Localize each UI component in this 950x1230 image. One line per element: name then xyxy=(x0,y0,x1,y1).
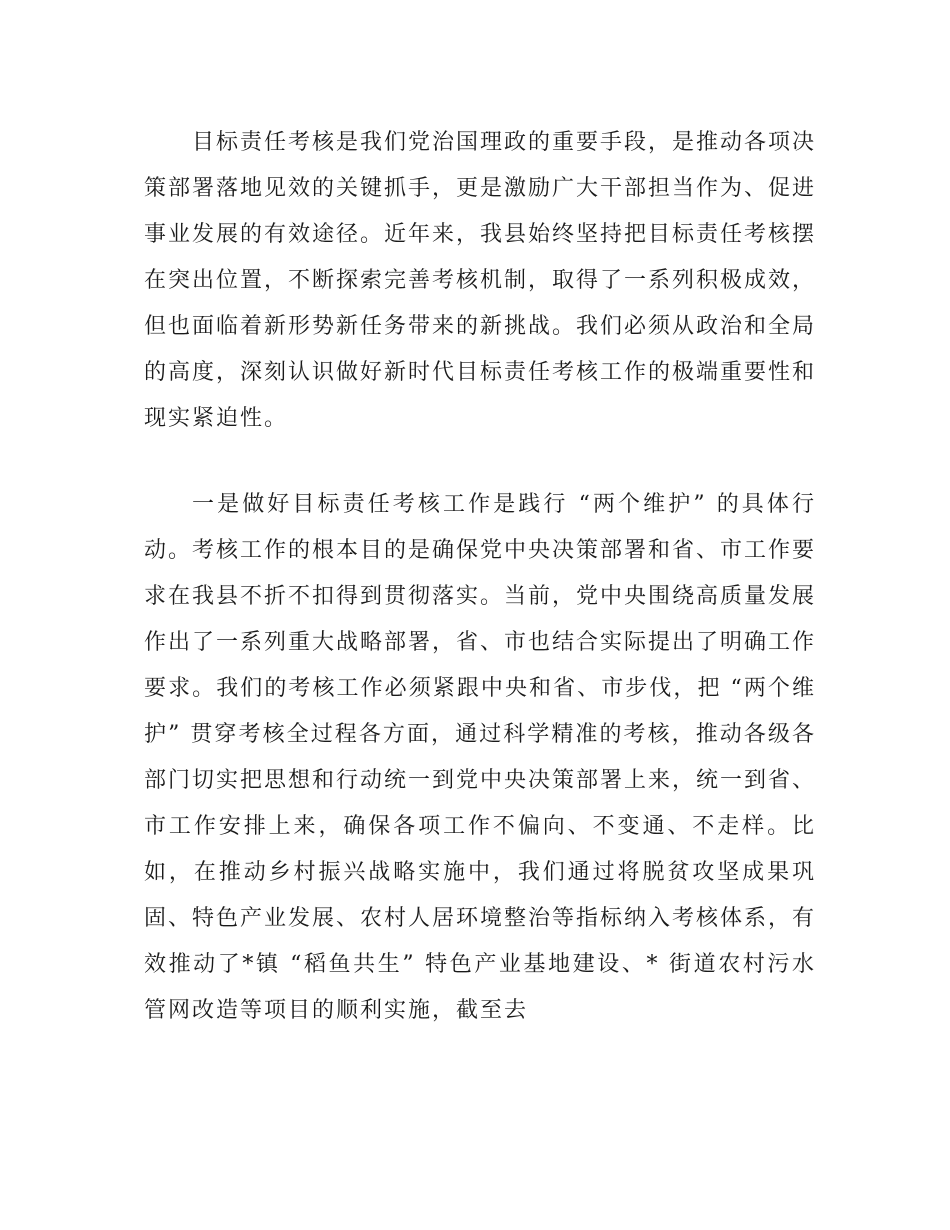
body-paragraph-2: 一是做好目标责任考核工作是践行 “两个维护” 的具体行动。考核工作的根本目的是确保党中央决策部署和省、市工作要求在我县不折不扣得到贯彻落实。当前，党中央围绕高质量发展作出了一系列重大战略部署，省、市也结合实际提出了明确工作要求。我们的考核工作必须紧跟中央和省、市步伐，把 “两个维护” 贯穿考核全过程各方面，通过科学精准的考核，推动各级各部门切实把思想和行动统一到党中央决策部署上来，统一到省、市工作安排上来，确保各项工作不偏向、不变通、不走样。比如，在推动乡村振兴战略实施中，我们通过将脱贫攻坚成果巩固、特色产业发展、农村人居环境整治等指标纳入考核体系，有效推动了*镇 “稻鱼共生” 特色产业基地建设、* 街道农村污水管网改造等项目的顺利实施，截至去 xyxy=(144,492,817,1023)
body-paragraph-1: 目标责任考核是我们党治国理政的重要手段，是推动各项决策部署落地见效的关键抓手，更是激励广大干部担当作为、促进事业发展的有效途径。近年来，我县始终坚持把目标责任考核摆在突出位置，不断探索完善考核机制，取得了一系列积极成效，但也面临着新形势新任务带来的新挑战。我们必须从政治和全局的高度，深刻认识做好新时代目标责任考核工作的极端重要性和现实紧迫性。 xyxy=(144,130,817,431)
